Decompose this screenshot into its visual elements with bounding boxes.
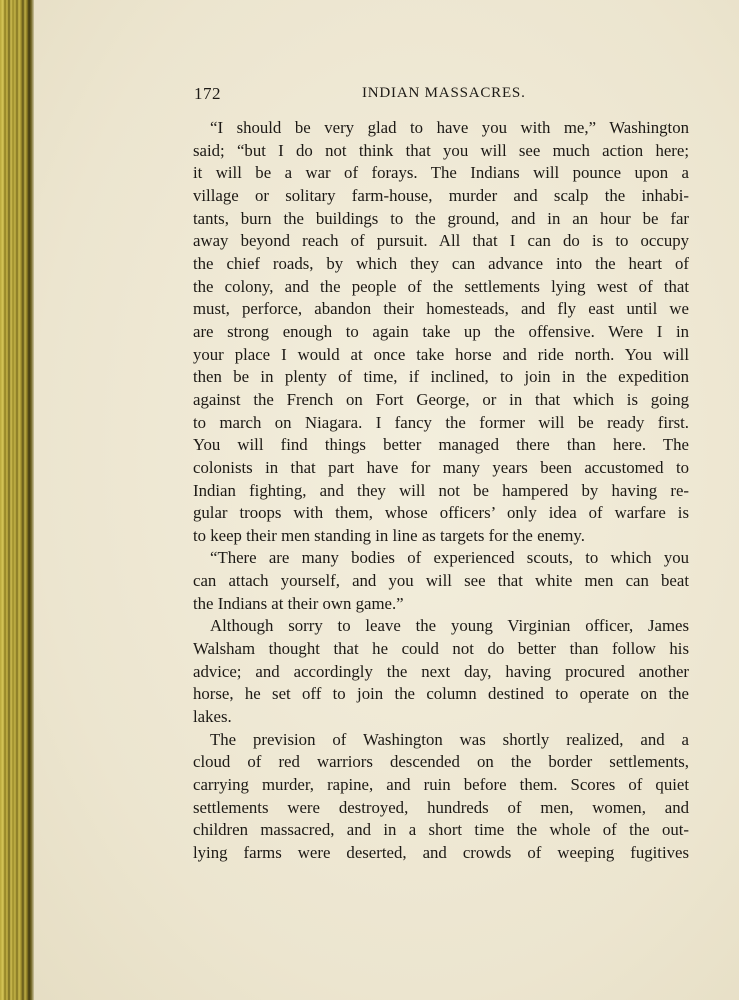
text-line: You will find things better managed there than here. The: [193, 435, 689, 455]
running-head-title: INDIAN MASSACRES.: [362, 85, 526, 101]
text-line: it will be a war of forays. The Indians will pounce upon a: [193, 163, 689, 183]
text-line: lakes.: [193, 707, 232, 727]
text-line: the colony, and the people of the settlements lying west of that: [193, 276, 689, 296]
text-line: your place I would at once take horse and ride north. You will: [193, 344, 689, 364]
text-line: must, perforce, abandon their homesteads, and fly east until we: [193, 299, 689, 319]
text-line: can attach yourself, and you will see that white men can beat: [193, 571, 689, 591]
text-line: to keep their men standing in line as targets for the enemy.: [193, 525, 585, 545]
text-line: the chief roads, by which they can advance into the heart of: [193, 253, 689, 273]
text-line: tants, burn the buildings to the ground, and in an hour be far: [193, 208, 689, 228]
text-line: Indian fighting, and they will not be hampered by having re-: [193, 480, 689, 500]
text-line: children massacred, and in a short time the whole of the out-: [193, 820, 689, 840]
text-line: “I should be very glad to have you with me,” Washington: [210, 118, 689, 137]
text-line: then be in plenty of time, if inclined, to join in the expedition: [193, 367, 689, 387]
text-line: “There are many bodies of experienced scouts, to which you: [210, 548, 689, 568]
book-page: [34, 0, 739, 1000]
text-line: cloud of red warriors descended on the border settlements,: [193, 752, 689, 772]
body-text: [193, 117, 689, 865]
text-line: village or solitary farm-house, murder and scalp the inhabi-: [193, 185, 689, 205]
text-line: settlements were destroyed, hundreds of men, women, and: [193, 797, 689, 817]
text-line: colonists in that part have for many years been accustomed to: [193, 457, 689, 477]
text-line: the Indians at their own game.”: [193, 593, 404, 613]
text-line: said; “but I do not think that you will see much action here;: [193, 140, 689, 160]
text-line: horse, he set off to join the column destined to operate on the: [193, 684, 689, 704]
text-line: advice; and accordingly the next day, having procured another: [193, 661, 689, 681]
text-line: are strong enough to again take up the offensive. Were I in: [193, 321, 689, 341]
text-line: away beyond reach of pursuit. All that I can do is to occupy: [193, 231, 689, 251]
text-line: Walsham thought that he could not do better than follow his: [193, 639, 689, 659]
text-line: Although sorry to leave the young Virginian officer, James: [210, 616, 689, 636]
text-line: carrying murder, rapine, and ruin before them. Scores of quiet: [193, 775, 689, 795]
text-line: gular troops with them, whose officers’ only idea of warfare is: [193, 503, 689, 523]
text-line: The prevision of Washington was shortly realized, and a: [210, 729, 689, 749]
text-line: against the French on Fort George, or in that which is going: [193, 389, 689, 409]
book-binding-edge: [0, 0, 34, 1000]
text-line: lying farms were deserted, and crowds of weeping fugitives: [193, 843, 689, 862]
text-line: to march on Niagara. I fancy the former will be ready first.: [193, 412, 689, 432]
page-number: 172: [194, 84, 221, 103]
